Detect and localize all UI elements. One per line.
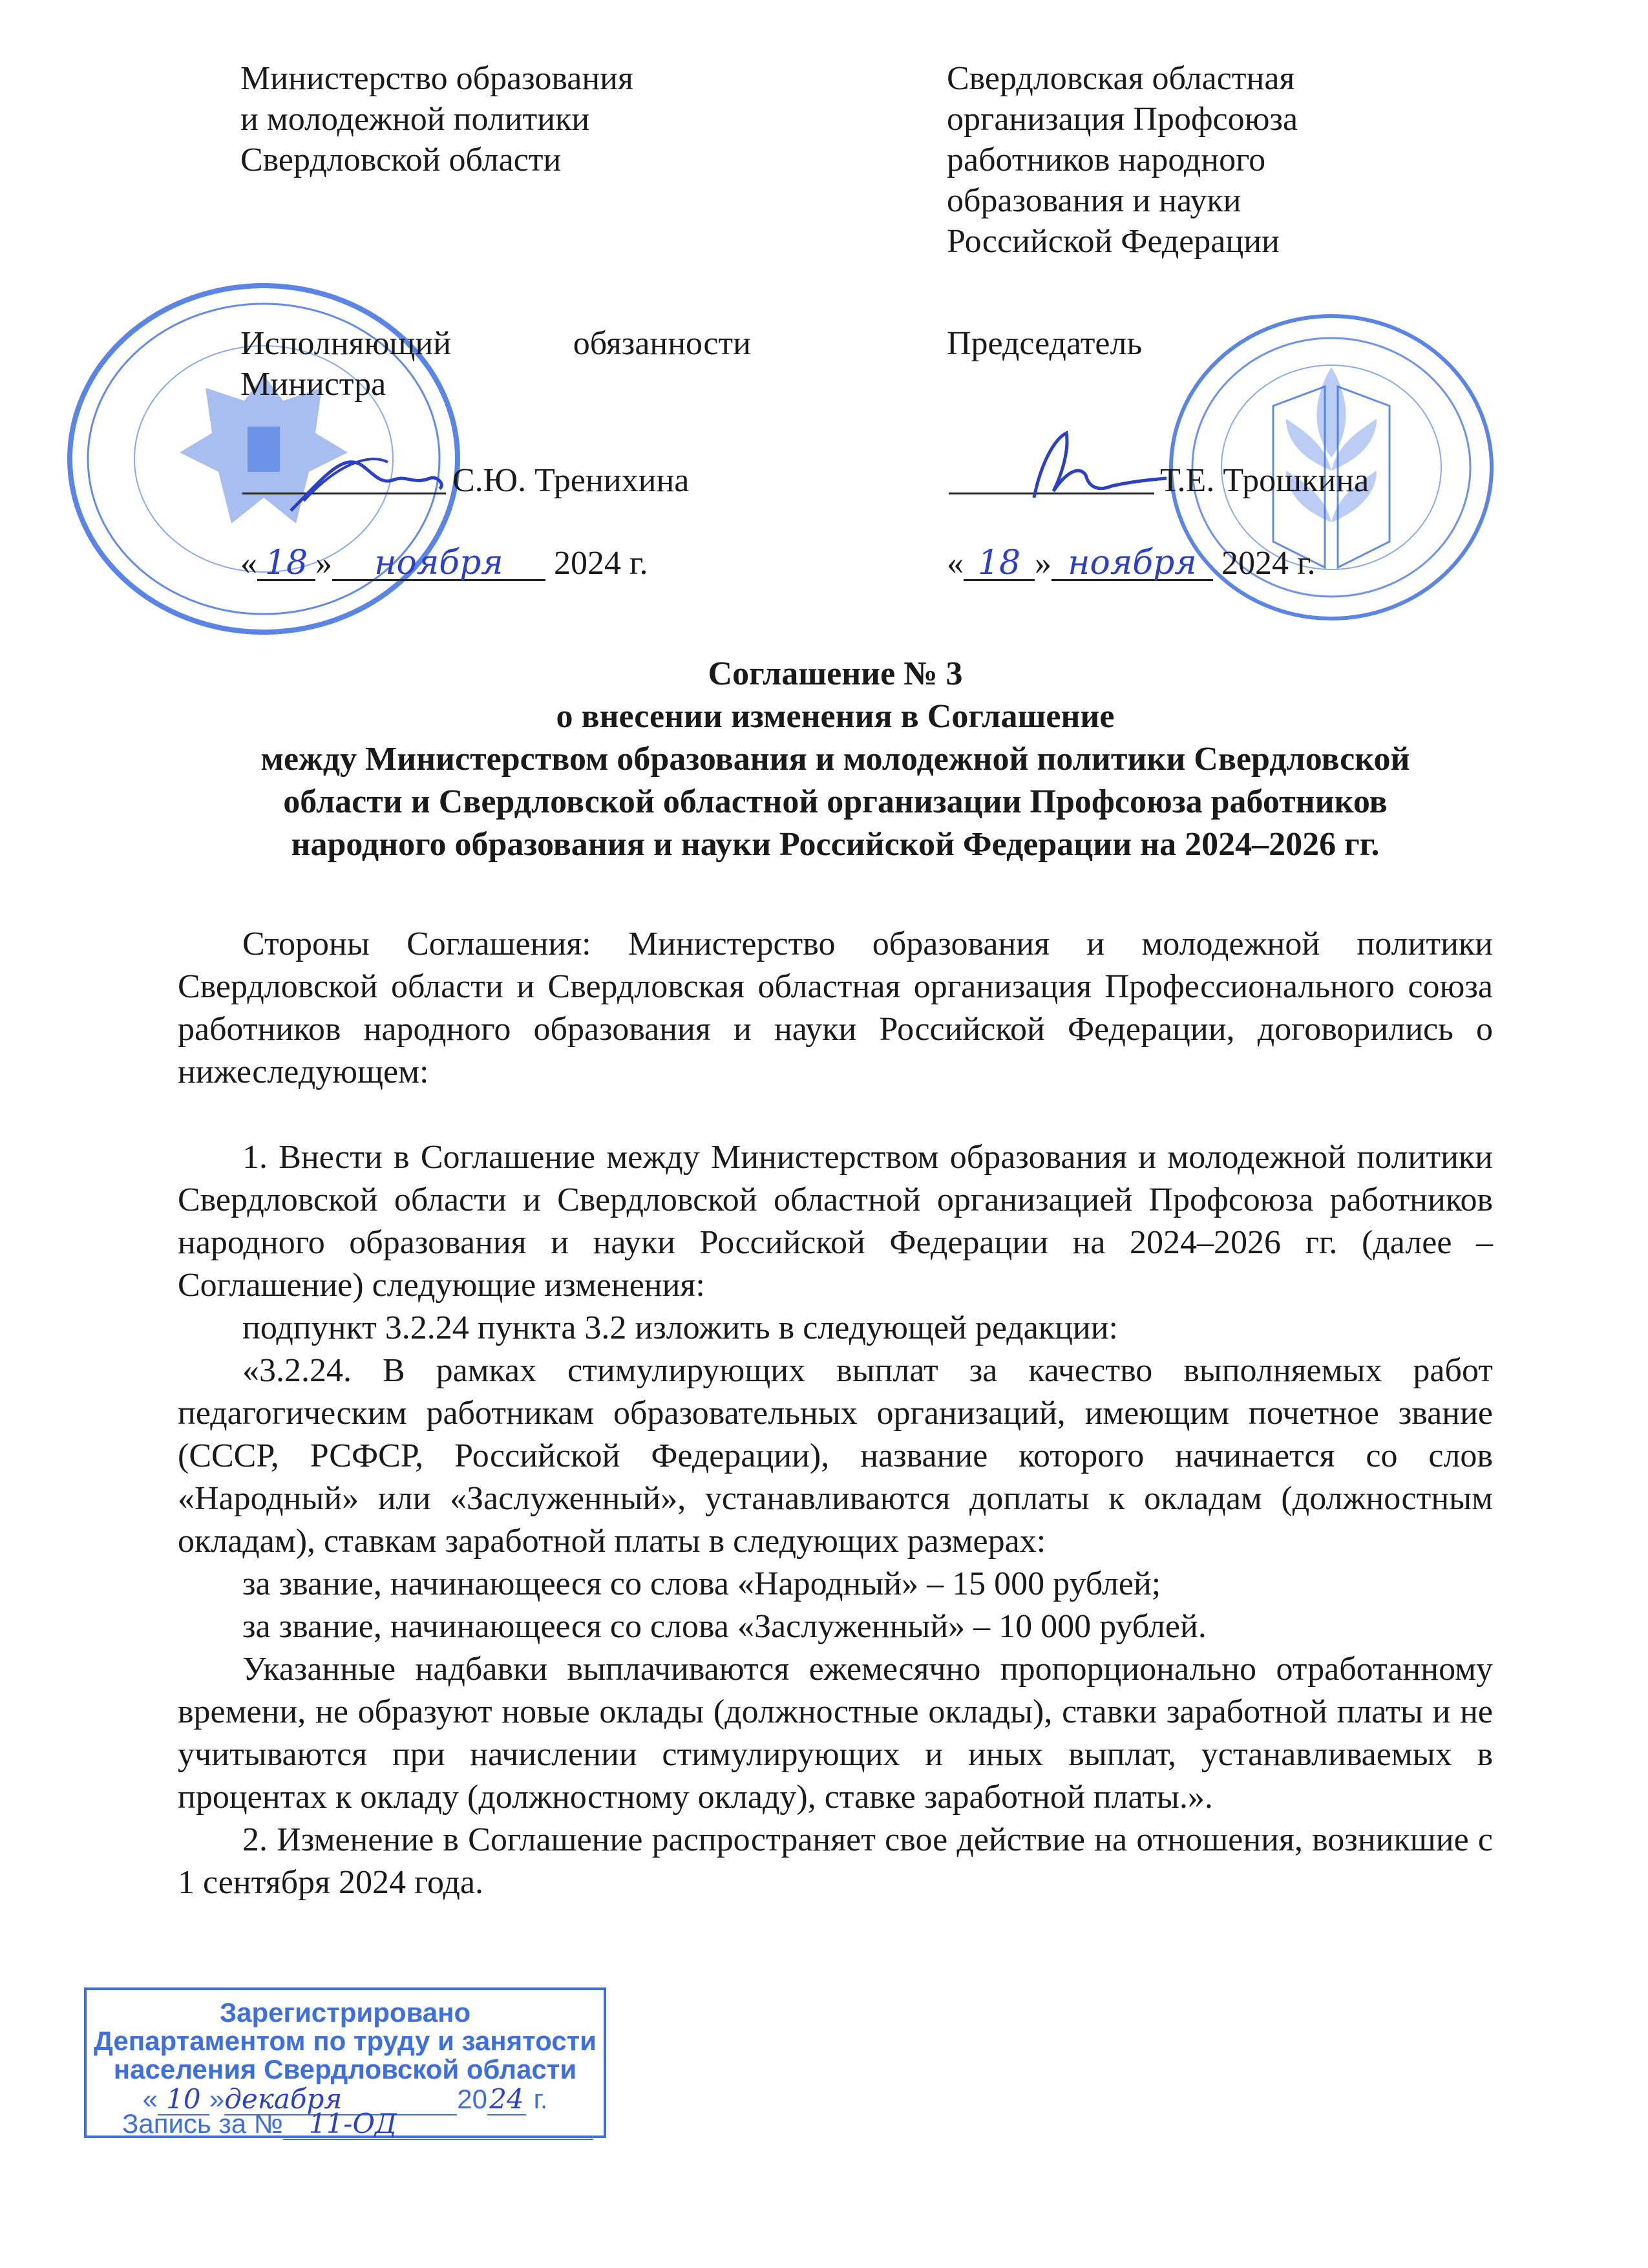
date-month-handwritten: ноября <box>1051 547 1213 581</box>
quote: » <box>315 545 332 582</box>
title-line: о внесении изменения в Соглашение <box>556 698 1115 735</box>
stamp-year-unit: г. <box>533 2084 548 2114</box>
title-line: Соглашение № 3 <box>708 655 963 692</box>
union-name-line: Российской Федерации <box>947 223 1280 260</box>
ministry-signatory: С.Ю. Тренихина <box>452 462 690 499</box>
union-position: Председатель <box>947 325 1143 362</box>
ministry-name-line: Министерство образования <box>240 60 633 97</box>
union-header <box>947 58 1298 262</box>
ministry-header <box>240 58 633 180</box>
ministry-signature <box>284 440 452 517</box>
stamp-record <box>87 2109 639 2140</box>
date-month-handwritten: ноября <box>332 547 545 581</box>
quote: « <box>240 545 257 582</box>
title-line: между Министерством образования и молодежной политики Свердловской <box>260 741 1410 778</box>
position-line: Министра <box>240 366 386 403</box>
document-body <box>178 923 1493 1904</box>
date-year: 2024 г. <box>1221 545 1316 582</box>
date-day-handwritten: 18 <box>257 547 315 581</box>
union-signatory: Т.Е. Трошкина <box>1160 462 1369 499</box>
union-date <box>947 543 1315 584</box>
ministry-name-line: Свердловской области <box>240 142 562 178</box>
document-title <box>178 653 1493 866</box>
date-day-handwritten: 18 <box>964 547 1035 581</box>
stamp-record-label: Запись за № <box>122 2108 283 2139</box>
ministry-name-line: и молодежной политики <box>240 101 590 138</box>
union-name-line: организация Профсоюза <box>947 101 1298 138</box>
stamp-year-handwritten: 24 <box>487 2084 526 2115</box>
union-name-line: Свердловская областная <box>947 60 1295 97</box>
stamp-year-prefix: 20 <box>457 2084 487 2114</box>
quote: « <box>142 2084 158 2114</box>
stamp-record-number: 11-ОД <box>283 2109 593 2140</box>
stamp-day-handwritten: 10 <box>158 2084 209 2115</box>
union-name-line: работников народного <box>947 142 1266 178</box>
paragraph-item-2: 2. Изменение в Соглашение распространяет свое действие на отношения, возникшие с 1 сентября 2024 года. <box>178 1821 1493 1901</box>
paragraph-rate-people: за звание, начинающееся со слова «Народный» – 15 000 рублей; <box>242 1565 1161 1602</box>
quote: « <box>947 545 964 582</box>
stamp-month-handwritten: декабря <box>224 2084 457 2115</box>
quote: » <box>209 2084 225 2114</box>
paragraph-subitem: подпункт 3.2.24 пункта 3.2 изложить в следующей редакции: <box>242 1309 1118 1346</box>
title-line: народного образования и науки Российской Федерации на 2024–2026 гг. <box>291 826 1380 863</box>
paragraph-rate-honored: за звание, начинающееся со слова «Заслуженный» – 10 000 рублей. <box>242 1608 1207 1645</box>
union-name-line: образования и науки <box>947 182 1241 219</box>
paragraph-conditions: Указанные надбавки выплачиваются ежемесячно пропорционально отработанному времени, не образуют новые оклады (должностные оклады), ставки заработной платы и не учитываются при начислении стимулирующих и иных выплат, устанавливаемых в процентах к окладу (должностному окладу), ставке заработной платы.». <box>178 1651 1493 1816</box>
ministry-position <box>240 323 751 405</box>
paragraph-new-wording: «3.2.24. В рамках стимулирующих выплат за качество выполняемых работ педагогическим работникам образовательных организаций, имеющим почетное звание (СССР, РСФСР, Российской Федерации), название которого начинается со слов «Народный» или «Заслуженный», устанавливаются доплаты к окладам (должностным окладам), ставкам заработной платы в следующих размерах: <box>178 1352 1493 1560</box>
title-line: области и Свердловской областной организации Профсоюза работников <box>283 783 1388 820</box>
registration-stamp <box>84 1987 606 2138</box>
stamp-line: Департаментом по труду и занятости <box>94 2026 597 2056</box>
position-word: обязанности <box>573 325 751 362</box>
position-word: Исполняющий <box>240 325 452 362</box>
ministry-date <box>240 543 648 584</box>
quote: » <box>1035 545 1051 582</box>
union-signature <box>1015 427 1170 511</box>
paragraph-item-1: 1. Внести в Соглашение между Министерством образования и молодежной политики Свердловской области и Свердловской областной организацией Профсоюза работников народного образования и науки Российской Федерации на 2024–2026 гг. (далее – Соглашение) следующие изменения: <box>178 1139 1493 1304</box>
stamp-line: населения Свердловской области <box>113 2054 577 2084</box>
paragraph-parties: Стороны Соглашения: Министерство образования и молодежной политики Свердловской области и Свердловская областная организация Профессионального союза работников народного образования и науки Российской Федерации, договорились о нижеследующем: <box>178 926 1493 1090</box>
stamp-line: Зарегистрировано <box>219 1997 471 2028</box>
date-year: 2024 г. <box>554 545 648 582</box>
